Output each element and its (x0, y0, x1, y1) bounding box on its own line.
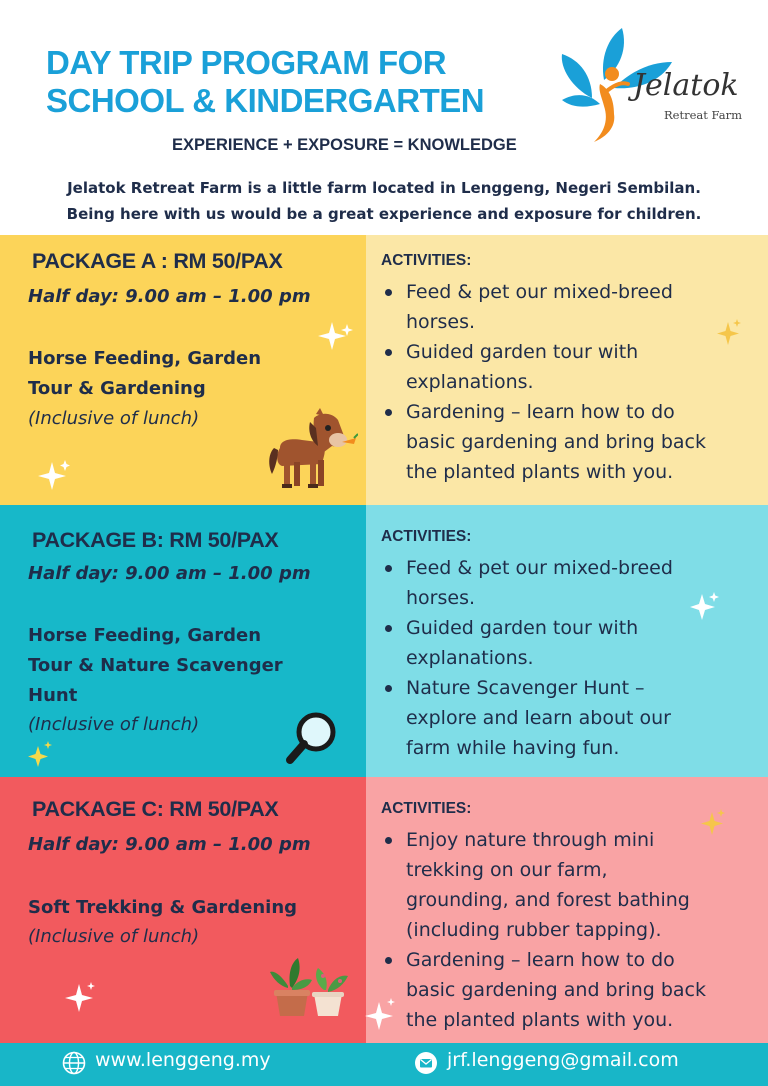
sparkle-icon (690, 590, 720, 622)
potted-plants-icon (268, 956, 352, 1020)
package-c-time: Half day: 9.00 am – 1.00 pm (28, 834, 311, 855)
sparkle-icon (64, 980, 98, 1014)
package-b-name: Horse Feeding, Garden Tour & Nature Scavenger Hunt (28, 625, 283, 706)
list-item: Enjoy nature through mini trekking on our farm, grounding, and forest bathing (including rubber tapping). (381, 825, 751, 945)
package-b-note: (Inclusive of lunch) (28, 714, 200, 735)
list-item: Gardening – learn how to do basic gardening and bring back the planted plants with you. (381, 397, 751, 487)
package-a-activities-label: ACTIVITIES: (381, 252, 472, 269)
package-a-name: Horse Feeding, Garden Tour & Gardening (28, 348, 262, 399)
horse-icon (266, 408, 358, 492)
sparkle-icon (716, 318, 742, 348)
package-b-time: Half day: 9.00 am – 1.00 pm (28, 563, 311, 584)
package-b-activities-label: ACTIVITIES: (381, 528, 472, 545)
intro-line-2: Being here with us would be a great experience and exposure for children. (66, 205, 702, 223)
tagline: EXPERIENCE + EXPOSURE = KNOWLEDGE (172, 136, 517, 154)
package-c-activities-label: ACTIVITIES: (381, 800, 472, 817)
logo-name: Jelatok (633, 68, 739, 103)
list-item: Gardening – learn how to do basic gardening and bring back the planted plants with you. (381, 945, 751, 1035)
list-item: Feed & pet our mixed-breed horses. (381, 277, 751, 337)
list-item: Nature Scavenger Hunt – explore and learn about our farm while having fun. (381, 673, 751, 763)
package-a-activities-list (381, 277, 751, 487)
sparkle-icon (36, 458, 72, 494)
page-title-line-1: DAY TRIP PROGRAM FOR (46, 44, 447, 81)
list-item: Guided garden tour with explanations. (381, 337, 751, 397)
sparkle-icon (318, 320, 354, 352)
package-c-name: Soft Trekking & Gardening (28, 897, 298, 918)
mail-icon (414, 1051, 438, 1075)
page-title-line-2: SCHOOL & KINDERGARTEN (46, 82, 485, 119)
sparkle-icon (26, 740, 54, 770)
package-a-title: PACKAGE A : RM 50/PAX (32, 249, 283, 273)
list-item: Feed & pet our mixed-breed horses. (381, 553, 751, 613)
package-b-activities-list (381, 553, 751, 763)
email-link[interactable]: jrf.lenggeng@gmail.com (447, 1049, 679, 1071)
package-c-note: (Inclusive of lunch) (28, 926, 200, 947)
sparkle-icon (364, 996, 398, 1032)
magnifier-icon (284, 710, 338, 766)
globe-icon (62, 1051, 86, 1075)
website-link[interactable]: www.lenggeng.my (95, 1049, 271, 1071)
logo-subtitle: Retreat Farm (664, 108, 742, 122)
sparkle-icon (700, 808, 726, 838)
package-c-activities-list (381, 825, 751, 1035)
list-item: Guided garden tour with explanations. (381, 613, 751, 673)
intro-line-1: Jelatok Retreat Farm is a little farm located in Lenggeng, Negeri Sembilan. (67, 179, 701, 197)
package-a-note: (Inclusive of lunch) (28, 408, 200, 429)
package-c-title: PACKAGE C: RM 50/PAX (32, 797, 279, 821)
package-b-title: PACKAGE B: RM 50/PAX (32, 528, 279, 552)
package-a-time: Half day: 9.00 am – 1.00 pm (28, 286, 311, 307)
